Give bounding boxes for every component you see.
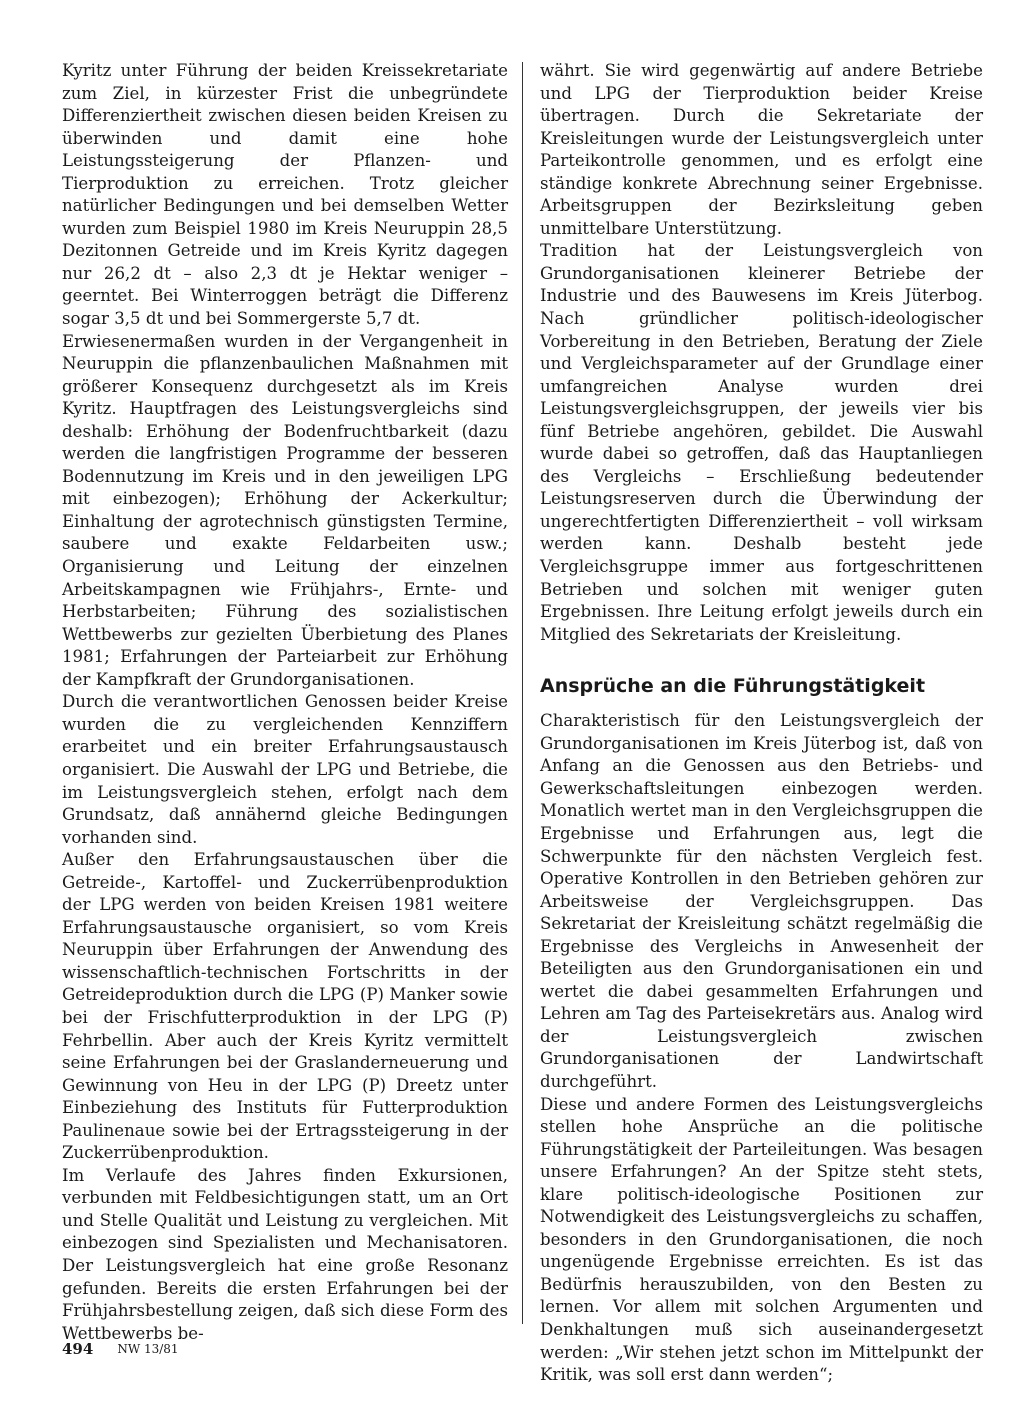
paragraph: Erwiesenermaßen wurden in der Vergangenheit in Neuruppin die pflanzenbaulichen Maßnahmen mit größerer Konsequenz durchgesetzt als im Kreis Kyritz. Hauptfragen des Leistungsvergleichs sind deshalb: Erhöhung der Bodenfruchtbarkeit (dazu werden die langfristigen Programme der besseren Bodennutzung im Kreis und in den jeweiligen LPG mit einbezogen); Erhöhung der Ackerkultur; Einhaltung der agrotechnisch günstigsten Termine, saubere und exakte Feldarbeiten usw.; Organisierung und Leitung der einzelnen Arbeitskampagnen wie Frühjahrs-, Ernte- und Herbstarbeiten; Führung des sozialistischen Wettbewerbs zur gezielten Überbietung des Planes 1981; Erfahrungen der Parteiarbeit zur Erhöhung der Kampfkraft der Grundorganisationen.: [62, 331, 508, 689]
paragraph: Im Verlaufe des Jahres finden Exkursionen, verbunden mit Feldbesichtigungen statt, um an Ort und Stelle Qualität und Leistung zu vergleichen. Mit einbezogen sind Spezialisten und Mechanisatoren. Der Leistungsvergleich hat eine große Resonanz gefunden. Bereits die ersten Erfahrungen bei der Frühjahrsbestellung zeigen, daß sich diese Form des Wettbewerbs be-: [62, 1165, 508, 1343]
left-column: [62, 60, 508, 1345]
section-heading: Ansprüche an die Führungstätigkeit: [540, 675, 926, 698]
source-reference: NW 13/81: [117, 1342, 179, 1356]
page-number: 494: [62, 1340, 94, 1358]
right-column: [540, 60, 983, 1387]
paragraph: Diese und andere Formen des Leistungsvergleichs stellen hohe Ansprüche an die politische Führungstätigkeit der Parteileitungen. Was besagen unsere Erfahrungen? An der Spitze steht stets, klare politisch-ideologische Positionen zur Notwendigkeit des Leistungsvergleichs zu schaffen, besonders in den Grundorganisationen, die noch ungenügende Ergebnisse erreichten. Es ist das Bedürfnis herauszubilden, von den Besten zu lernen. Vor allem mit solchen Argumenten und Denkhaltungen muß sich auseinandergesetzt werden: „Wir stehen jetzt schon im Mittelpunkt der Kritik, was soll erst dann werden“;: [540, 1094, 983, 1385]
paragraph: Außer den Erfahrungsaustauschen über die Getreide-, Kartoffel- und Zuckerrübenproduktion der LPG werden von beiden Kreisen 1981 weitere Erfahrungsaustausche organisiert, so vom Kreis Neuruppin über Erfahrungen der Anwendung des wissenschaftlich-technischen Fortschritts in der Getreideproduktion durch die LPG (P) Manker sowie bei der Frischfutterproduktion in der LPG (P) Fehrbellin. Aber auch der Kreis Kyritz vermittelt seine Erfahrungen bei der Graslanderneuerung und Gewinnung von Heu in der LPG (P) Dreetz unter Einbeziehung des Instituts für Futterproduktion Paulinenaue sowie bei der Ertragssteigerung in der Zuckerrübenproduktion.: [62, 850, 508, 1163]
page-footer: [62, 1340, 179, 1358]
paragraph: währt. Sie wird gegenwärtig auf andere Betriebe und LPG der Tierproduktion beider Kreise übertragen. Durch die Sekretariate der Kreisleitungen wurde der Leistungsvergleich unter Parteikontrolle genommen, und es erfolgt eine ständige konkrete Abrechnung seiner Ergebnisse. Arbeitsgruppen der Bezirksleitung geben unmittelbare Unterstützung.: [540, 61, 983, 238]
paragraph: Kyritz unter Führung der beiden Kreissekretariate zum Ziel, in kürzester Frist die unbegründete Differenziertheit zwischen diesen beiden Kreisen zu überwinden und damit eine hohe Leistungssteigerung der Pflanzen- und Tierproduktion zu erreichen. Trotz gleicher natürlicher Bedingungen und bei demselben Wetter wurden zum Beispiel 1980 im Kreis Neuruppin 28,5 Dezitonnen Getreide und im Kreis Kyritz dagegen nur 26,2 dt – also 2,3 dt je Hektar weniger – geerntet. Bei Winterroggen beträgt die Differenz sogar 3,5 dt und bei Sommergerste 5,7 dt.: [62, 61, 508, 329]
paragraph: Tradition hat der Leistungsvergleich von Grundorganisationen kleinerer Betriebe der Industrie und des Bauwesens im Kreis Jüterbog. Nach gründlicher politisch-ideologischer Vorbereitung in den Betrieben, Beratung der Ziele und Vergleichsparameter auf der Grundlage einer umfangreichen Analyse wurden drei Leistungsvergleichsgruppen, der jeweils vier bis fünf Betriebe angehören, gebildet. Die Auswahl wurde dabei so getroffen, daß das Hauptanliegen des Vergleichs – Erschließung bedeutender Leistungsreserven durch die Überwindung der ungerechtfertigten Differenziertheit – voll wirksam werden kann. Deshalb besteht jede Vergleichsgruppe immer aus fortgeschrittenen Betrieben und solchen mit weniger guten Ergebnissen. Ihre Leitung erfolgt jeweils durch ein Mitglied des Sekretariats der Kreisleitung.: [540, 241, 983, 644]
paragraph: Durch die verantwortlichen Genossen beider Kreise wurden die zu vergleichenden Kennziffern erarbeitet und ein breiter Erfahrungsaustausch organisiert. Die Auswahl der LPG und Betriebe, die im Leistungsvergleich stehen, erfolgt nach dem Grundsatz, daß annähernd gleiche Bedingungen vorhanden sind.: [62, 692, 508, 847]
paragraph: Charakteristisch für den Leistungsvergleich der Grundorganisationen im Kreis Jüterbog ist, daß von Anfang an die Genossen aus den Betriebs- und Gewerkschaftsleitungen einbezogen werden. Monatlich wertet man in den Vergleichsgruppen die Ergebnisse und Erfahrungen aus, legt die Schwerpunkte für den nächsten Vergleich fest. Operative Kontrollen in den Betrieben gehören zur Arbeitsweise der Vergleichsgruppen. Das Sekretariat der Kreisleitung schätzt regelmäßig die Ergebnisse des Vergleichs in Anwesenheit der Beteiligten aus den Grundorganisationen ein und wertet die dabei gesammelten Erfahrungen und Lehren am Tag des Parteisekretärs aus. Analog wird der Leistungsvergleich zwischen Grundorganisationen der Landwirtschaft durchgeführt.: [540, 711, 983, 1091]
column-divider: [522, 62, 523, 1324]
